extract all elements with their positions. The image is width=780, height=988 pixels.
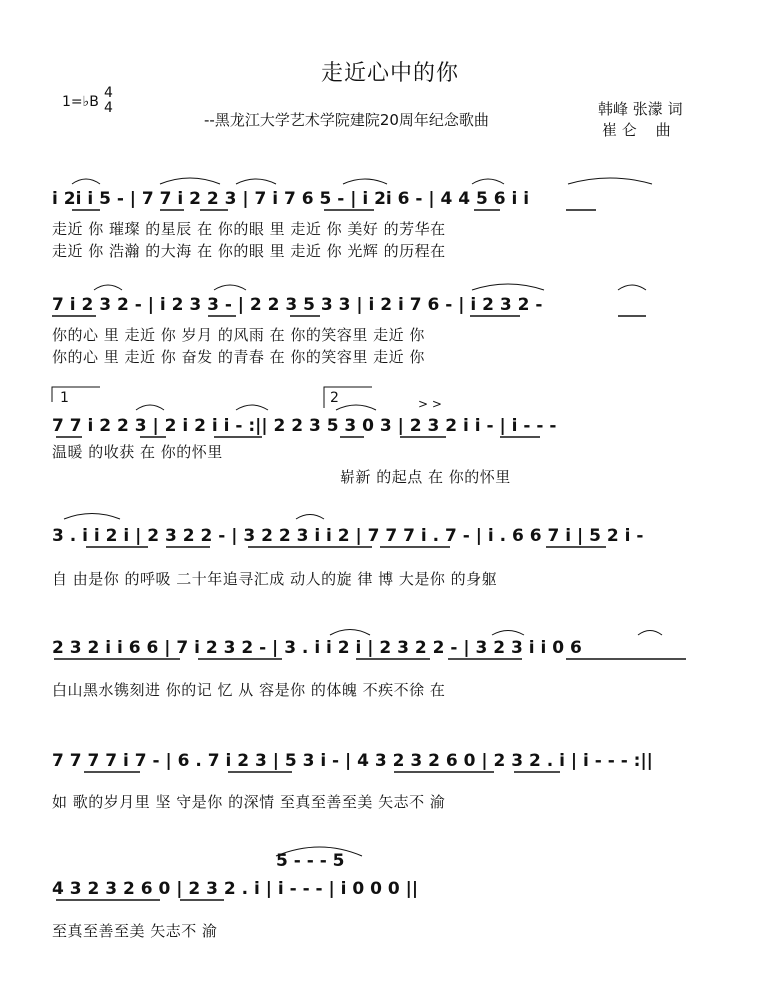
music-label: 曲	[655, 121, 671, 139]
notes-system-4: 3 . i i 2 i | 2 3 2 2 - | 3 2 2 3 i i 2 | 7 7 7 i . 7 - | i . 6 6 7 i | 5 2 i -	[52, 526, 644, 546]
lyrics-system-3-ending-1: 温暖 的收获 在 你的怀里	[52, 443, 223, 461]
lyrics-system-7: 至真至善至美 矢志不 渝	[52, 922, 218, 940]
slur	[336, 405, 376, 410]
slur	[618, 285, 646, 290]
lyrics-system-5: 白山黑水镌刻进 你的记 忆 从 容是你 的体魄 不疾不徐 在	[52, 681, 446, 699]
volta-2-label: 2	[330, 390, 339, 406]
slur	[568, 178, 652, 184]
slur	[64, 514, 120, 520]
subtitle: --黑龙江大学艺术学院建院20周年纪念歌曲	[204, 111, 489, 129]
slur	[492, 631, 524, 636]
time-signature-bottom: 4	[104, 100, 113, 116]
slur	[94, 285, 122, 290]
slur	[236, 179, 276, 184]
slur	[472, 179, 504, 184]
notes-system-7-upper: 5 - - - 5	[276, 851, 345, 871]
lyric-label: 词	[667, 100, 683, 118]
key-signature: 1=♭B	[62, 94, 99, 110]
notes-system-1: i 2i i 5 - | 7 7 i 2 2 3 | 7 i 7 6 5 - | i 2i 6 - | 4 4 5 6 i i	[52, 189, 530, 209]
slur	[296, 515, 324, 520]
volta-1-label: 1	[60, 390, 69, 406]
slur	[638, 631, 662, 636]
notes-system-6: 7 7 7 7 i 7 - | 6 . 7 i 2 3 | 5 3 i - | 4 3 2 3 2 6 0 | 2 3 2 . i | i - - - :||	[52, 751, 653, 771]
slur	[343, 179, 387, 184]
slur	[330, 630, 370, 636]
song-title: 走近心中的你	[320, 61, 459, 86]
accent-mark: > >	[418, 397, 442, 411]
lyrics-system-6: 如 歌的岁月里 坚 守是你 的深情 至真至善至美 矢志不 渝	[52, 793, 446, 811]
lyricist-names: 韩峰 张濛	[598, 100, 663, 118]
slur	[472, 284, 544, 290]
slur	[136, 405, 164, 410]
lyrics-system-2-verse-2: 你的心 里 走近 你 奋发 的青春 在 你的笑容里 走近 你	[52, 348, 425, 366]
lyrics-system-3-ending-2: 崭新 的起点 在 你的怀里	[340, 468, 511, 486]
lyrics-system-1-verse-1: 走近 你 璀璨 的星辰 在 你的眼 里 走近 你 美好 的芳华在	[52, 220, 446, 238]
time-signature-top: 4	[104, 85, 113, 101]
slur	[214, 285, 246, 290]
notes-system-5: 2 3 2 i i 6 6 | 7 i 2 3 2 - | 3 . i i 2 i | 2 3 2 2 - | 3 2 3 i i 0 6	[52, 638, 582, 658]
lyrics-system-2-verse-1: 你的心 里 走近 你 岁月 的风雨 在 你的笑容里 走近 你	[52, 326, 425, 344]
slur	[236, 405, 268, 410]
lyrics-system-4: 自 由是你 的呼吸 二十年追寻汇成 动人的旋 律 博 大是你 的身躯	[52, 570, 498, 588]
slur	[160, 178, 220, 184]
notes-system-3: 7 7 i 2 2 3 | 2 i 2 i i - :|| 2 2 3 5 3 0 3 | 2 3 2 i i - | i - - -	[52, 416, 557, 436]
composer-name: 崔 仑	[602, 121, 637, 139]
lyrics-system-1-verse-2: 走近 你 浩瀚 的大海 在 你的眼 里 走近 你 光辉 的历程在	[52, 242, 446, 260]
notes-system-7: 4 3 2 3 2 6 0 | 2 3 2 . i | i - - - | i 0 0 0 ||	[52, 879, 419, 899]
notes-system-2: 7 i 2 3 2 - | i 2 3 3 - | 2 2 3 5 3 3 | i 2 i 7 6 - | i 2 3 2 -	[52, 295, 543, 315]
slur	[72, 179, 100, 184]
